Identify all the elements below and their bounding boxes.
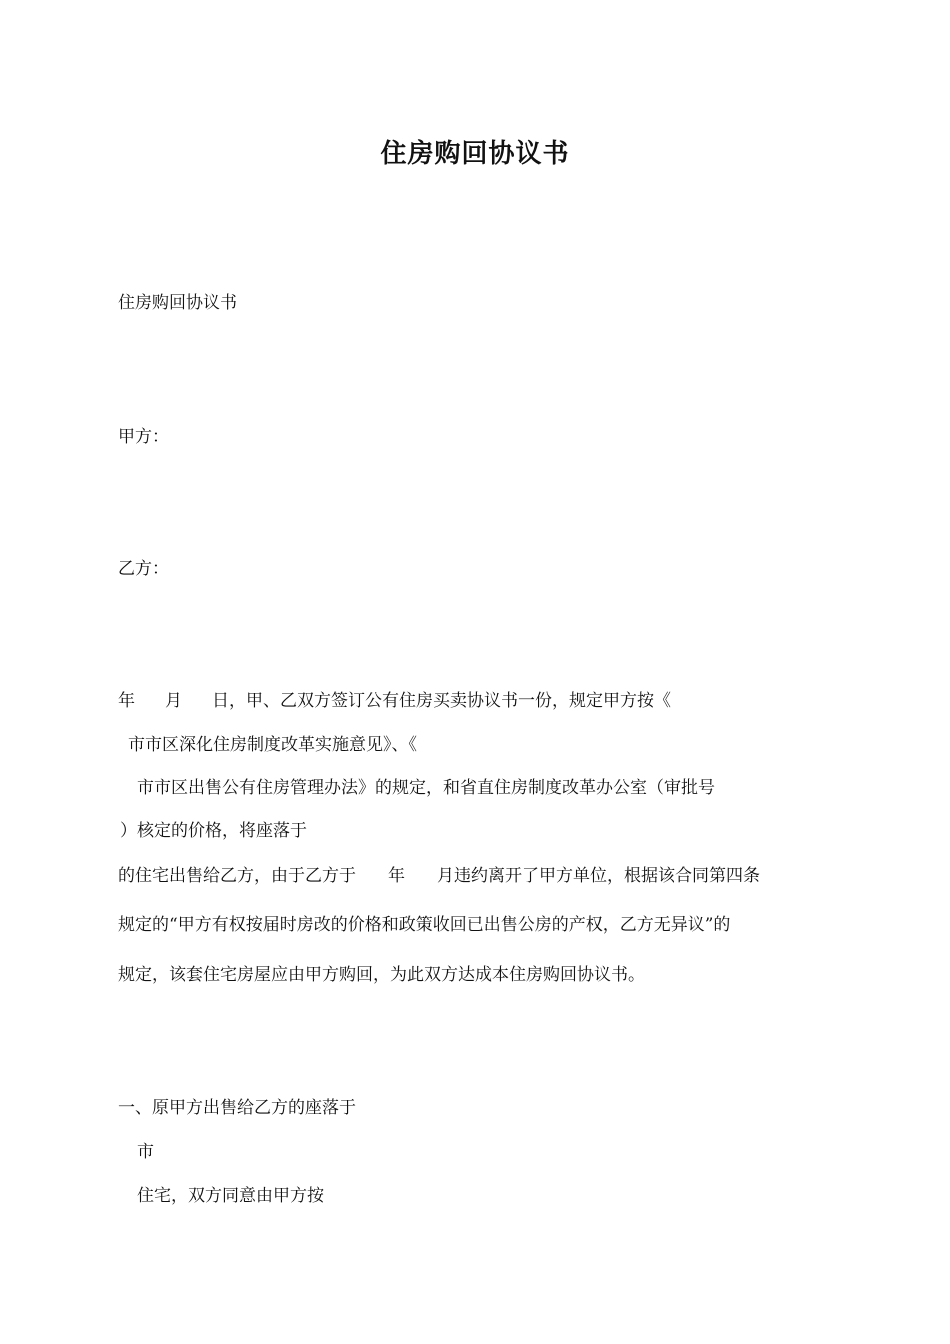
intro-line-7: 规定，该套住宅房屋应由甲方购回，为此双方达成本住房购回协议书。 (118, 965, 645, 985)
intro-line-5 (118, 865, 760, 887)
intro-line-2: 市市区深化住房制度改革实施意见》、《 (128, 735, 417, 755)
intro-line-3: 市市区出售公有住房管理办法》的规定，和省直住房制度改革办公室（审批号 (137, 778, 715, 798)
party-b-label: 乙方： (118, 559, 169, 579)
clause-1-residence: 住宅，双方同意由甲方按 (137, 1186, 324, 1206)
clause-1-heading: 一、原甲方出售给乙方的座落于 (118, 1098, 356, 1118)
intro-line-5-text-c: 月违约离开了甲方单位，根据该合同第四条 (437, 866, 760, 886)
intro-line-5-text-a: 的住宅出售给乙方，由于乙方于 (118, 866, 356, 886)
intro-line-4: ）核定的价格，将座落于 (120, 821, 307, 841)
intro-line-5-year: 年 (388, 866, 405, 886)
party-a-label: 甲方： (118, 427, 169, 447)
intro-line-1-text: 日，甲、乙双方签订公有住房买卖协议书一份，规定甲方按《 (212, 691, 671, 711)
intro-month-label: 月 (165, 691, 182, 711)
intro-line-1 (118, 690, 671, 712)
document-title: 住房购回协议书 (380, 139, 570, 169)
clause-1-city: 市 (137, 1142, 154, 1162)
intro-year-label: 年 (118, 691, 135, 711)
document-subtitle: 住房购回协议书 (118, 293, 237, 313)
intro-line-6: 规定的“甲方有权按届时房改的价格和政策收回已出售公房的产权，乙方无异议”的 (118, 915, 731, 935)
